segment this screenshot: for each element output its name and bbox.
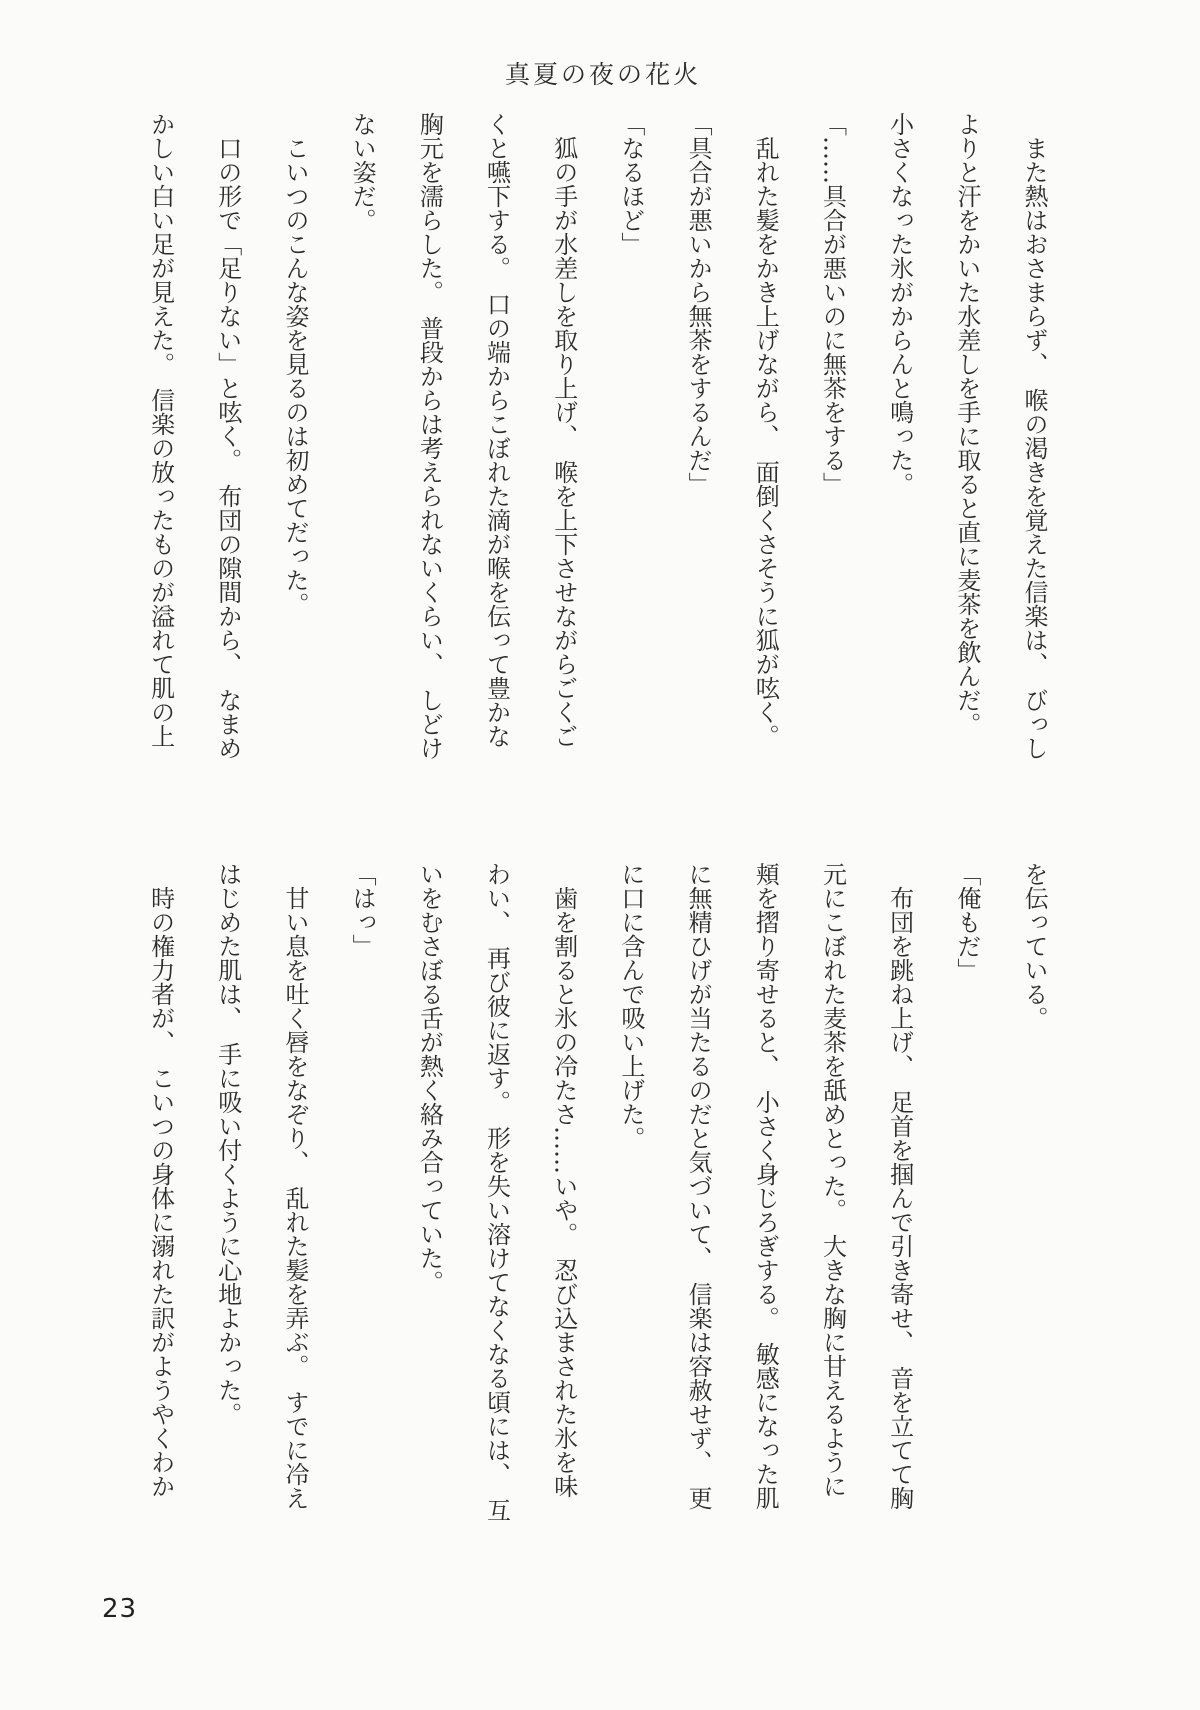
text-column: 頬を摺り寄せると、 小さく身じろぎする。 敏感になった肌 — [751, 862, 780, 1510]
text-column: ない姿だ。 — [348, 112, 377, 232]
text-column: を伝っている。 — [1020, 862, 1048, 1030]
page-number: 23 — [102, 1594, 138, 1624]
text-column: 狐の手が水差しを取り上げ、 喉を上下させながらごくご — [549, 112, 578, 748]
text-column: 布団を跳ね上げ、 足首を掴んで引き寄せ、 音を立てて胸 — [885, 862, 914, 1510]
text-column: また熱はおさまらず、 喉の渇きを覚えた信楽は、 びっし — [1020, 112, 1048, 760]
text-column: 歯を割ると氷の冷たさ……いや。 忍び込まされた氷を味 — [549, 862, 578, 1498]
text-column: 胸元を濡らした。 普段からは考えられないくらい、 しどけ — [415, 112, 444, 760]
text-column: 「なるほど」 — [616, 112, 645, 256]
text-column: こいつのこんな姿を見るのは初めてだった。 — [280, 112, 309, 616]
text-column: 小さくなった氷がからんと鳴った。 — [885, 112, 914, 496]
text-column: 「俺もだ」 — [952, 862, 981, 982]
text-column: に無精ひげが当たるのだと気づいて、 信楽は容赦せず、 更 — [684, 862, 713, 1510]
text-column: 口の形で「足りない」と呟く。 布団の隙間から、 なまめ — [213, 112, 242, 760]
text-column: よりと汗をかいた水差しを手に取ると直に麦茶を飲んだ。 — [952, 112, 981, 736]
text-column: 乱れた髪をかき上げながら、 面倒くさそうに狐が呟く。 — [751, 112, 780, 748]
text-column: 「はっ」 — [348, 862, 377, 958]
page-title: 真夏の夜の花火 — [505, 60, 702, 89]
text-column: 甘い息を吐く唇をなぞり、 乱れた髪を弄ぶ。 すでに冷え — [280, 862, 309, 1510]
text-column: わい、 再び彼に返す。 形を失い溶けてなくなる頃には、 互 — [482, 862, 511, 1522]
text-block-bottom — [126, 862, 1067, 1592]
text-column: に口に含んで吸い上げた。 — [616, 862, 645, 1150]
text-column: かしい白い足が見えた。 信楽の放ったものが溢れて肌の上 — [146, 112, 175, 748]
text-column: いをむさぼる舌が熱く絡み合っていた。 — [415, 862, 444, 1294]
text-block-top — [126, 112, 1067, 812]
text-column: くと嚥下する。 口の端からこぼれた滴が喉を伝って豊かな — [482, 112, 511, 748]
text-column: はじめた肌は、 手に吸い付くように心地よかった。 — [213, 862, 242, 1426]
text-column: 元にこぼれた麦茶を舐めとった。 大きな胸に甘えるように — [818, 862, 847, 1498]
text-column: 「具合が悪いから無茶をするんだ」 — [684, 112, 713, 496]
text-column: 時の権力者が、 こいつの身体に溺れた訳がようやくわか — [146, 862, 175, 1498]
text-column: 「……具合が悪いのに無茶をする」 — [818, 112, 847, 496]
